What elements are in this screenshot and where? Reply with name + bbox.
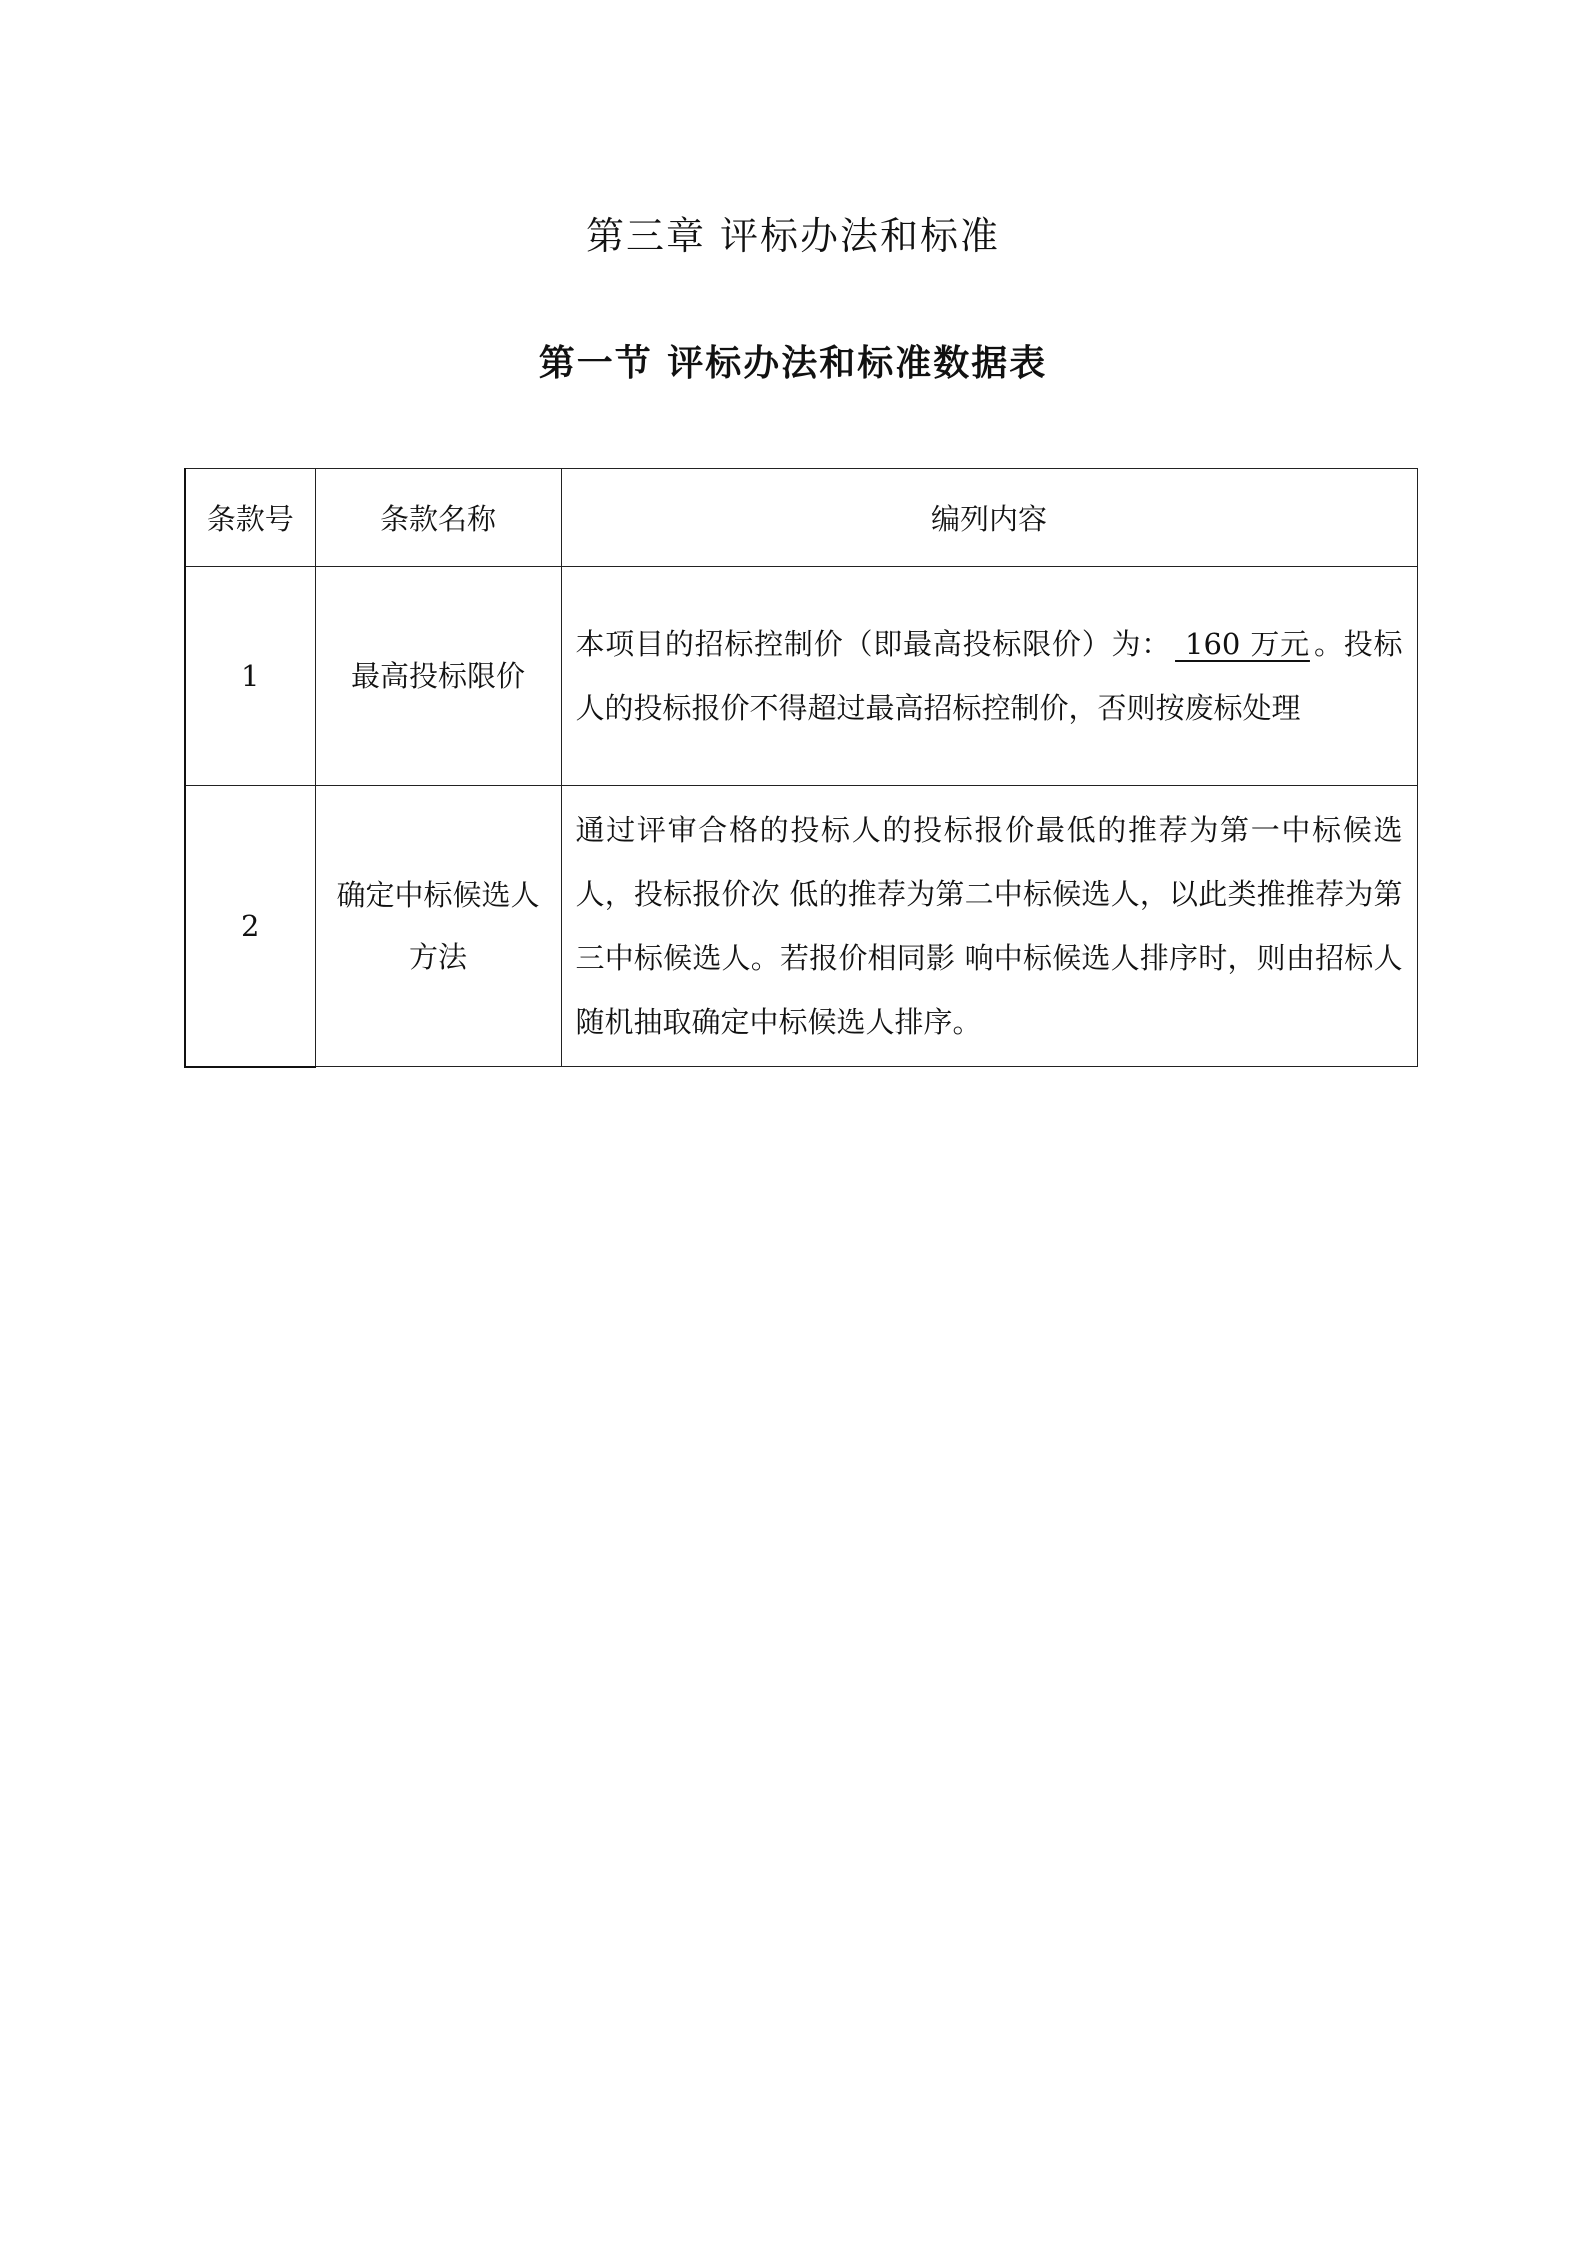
clause-name: 最高投标限价 — [315, 567, 561, 786]
chapter-title: 第三章 评标办法和标准 — [585, 214, 1001, 258]
content-text: 本项目的招标控制价（即最高投标限价）为： — [575, 627, 1172, 661]
clause-number: 1 — [185, 567, 315, 786]
header-clause-name: 条款名称 — [315, 469, 561, 567]
table-row — [185, 567, 1417, 786]
evaluation-criteria-table — [184, 468, 1418, 1068]
section-title: 第一节 评标办法和标准数据表 — [538, 343, 1048, 384]
content-text: 。投标人的投标报价不得超过最高招标控制价，否则按废标处理 — [575, 627, 1403, 725]
clause-name: 确定中标候选人方法 — [315, 786, 561, 1067]
max-price-value: 160 万元 — [1175, 627, 1310, 661]
header-content: 编列内容 — [561, 469, 1417, 567]
clause-number: 2 — [185, 786, 315, 1067]
table-header-row — [185, 469, 1417, 567]
clause-content: 通过评审合格的投标人的投标报价最低的推荐为第一中标候选人，投标报价次 低的推荐为第二中标候选人，以此类推推荐为第三中标候选人。若报价相同影 响中标候选人排序时，则由招标人随机抽取确定中标候选人排序。 — [561, 786, 1417, 1067]
table-row — [185, 786, 1417, 1067]
clause-content — [561, 567, 1417, 786]
header-clause-number: 条款号 — [185, 469, 315, 567]
